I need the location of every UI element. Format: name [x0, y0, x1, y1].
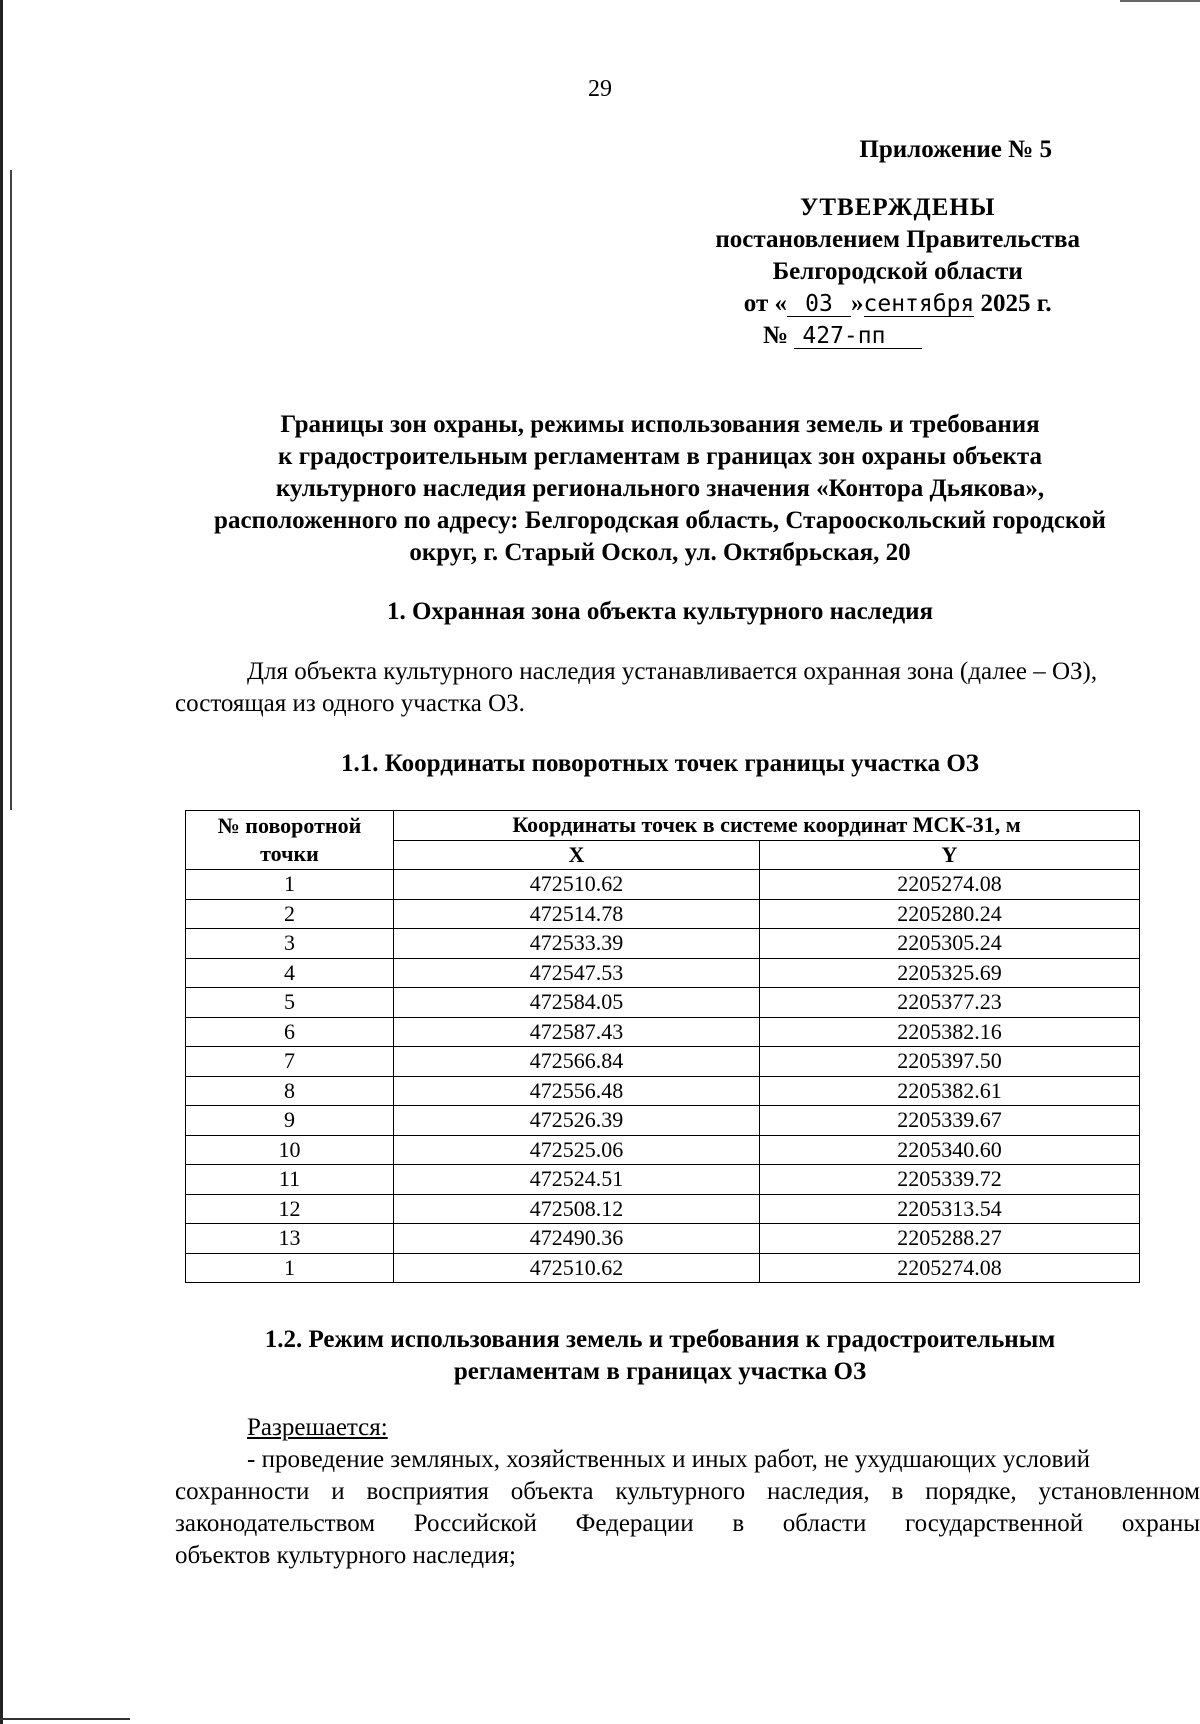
y-cell: 2205274.08: [760, 870, 1140, 900]
x-cell: 472533.39: [394, 929, 760, 959]
approval-title: УТВЕРЖДЕНЫ: [800, 194, 996, 221]
point-number-cell: 13: [186, 1224, 394, 1254]
number-value: 427-пп: [794, 324, 922, 349]
y-cell: 2205339.72: [760, 1165, 1140, 1195]
point-number-cell: 4: [186, 958, 394, 988]
point-number-cell: 7: [186, 1047, 394, 1077]
point-number-cell: 2: [186, 899, 394, 929]
y-cell: 2205325.69: [760, 958, 1140, 988]
title-line: культурного наследия регионального значения «Контора Дьякова»,: [275, 475, 1045, 502]
title-line: округ, г. Старый Оскол, ул. Октябрьская, 20: [409, 539, 911, 566]
date-year: 2025 г.: [980, 290, 1052, 317]
point-number-cell: 1: [186, 870, 394, 900]
x-cell: 472510.62: [394, 870, 760, 900]
x-cell: 472566.84: [394, 1047, 760, 1077]
table-row: [186, 958, 1140, 988]
table-row: [186, 870, 1140, 900]
item1-line4: объектов культурного наследия;: [175, 1542, 516, 1569]
x-cell: 472510.62: [394, 1253, 760, 1283]
y-cell: 2205340.60: [760, 1135, 1140, 1165]
y-cell: 2205313.54: [760, 1194, 1140, 1224]
scan-bottom-mark: [0, 1718, 130, 1720]
y-cell: 2205377.23: [760, 988, 1140, 1018]
title-line: Границы зон охраны, режимы использования земель и требования: [280, 411, 1040, 438]
x-cell: 472584.05: [394, 988, 760, 1018]
approval-line1: постановлением Правительства: [715, 226, 1080, 253]
section1-heading: 1. Охранная зона объекта культурного наследия: [386, 598, 934, 625]
title-line: к градостроительным регламентам в границах зон охраны объекта: [278, 443, 1042, 470]
table-row: [186, 1076, 1140, 1106]
date-mid: »: [851, 290, 864, 317]
table-header-point-number: № поворотной точки: [186, 811, 394, 870]
allowed-label: Разрешается:: [247, 1414, 388, 1441]
table-row: [186, 1224, 1140, 1254]
date-day: 03: [787, 292, 851, 317]
y-cell: 2205397.50: [760, 1047, 1140, 1077]
item1-line3: законодательством Российской Федерации в области государственной охраны: [175, 1510, 1200, 1537]
table-row: [186, 899, 1140, 929]
item1-line2: сохранности и восприятия объекта культурного наследия, в порядке, установленном: [175, 1478, 1200, 1505]
approval-number: [715, 320, 970, 352]
approval-block: [715, 192, 1080, 352]
x-cell: 472525.06: [394, 1135, 760, 1165]
x-cell: 472508.12: [394, 1194, 760, 1224]
x-cell: 472526.39: [394, 1106, 760, 1136]
x-cell: 472547.53: [394, 958, 760, 988]
subsection1-2-heading: [175, 1324, 1145, 1388]
point-number-cell: 8: [186, 1076, 394, 1106]
x-cell: 472556.48: [394, 1076, 760, 1106]
item1-line1: - проведение земляных, хозяйственных и иных работ, не ухудшающих условий: [247, 1446, 1091, 1473]
date-month: сентября: [863, 291, 975, 317]
table-row: [186, 1017, 1140, 1047]
subsection1-1-heading: 1.1. Координаты поворотных точек границы участка ОЗ: [341, 750, 979, 777]
point-number-cell: 9: [186, 1106, 394, 1136]
point-number-cell: 1: [186, 1253, 394, 1283]
table-row: [186, 929, 1140, 959]
point-number-cell: 11: [186, 1165, 394, 1195]
page-number: 29: [588, 76, 612, 102]
table-row: [186, 988, 1140, 1018]
scan-left-mark: [10, 170, 12, 810]
point-number-cell: 10: [186, 1135, 394, 1165]
table-row: [186, 1194, 1140, 1224]
table-row: [186, 1135, 1140, 1165]
y-cell: 2205280.24: [760, 899, 1140, 929]
y-cell: 2205305.24: [760, 929, 1140, 959]
date-prefix: от «: [743, 290, 787, 317]
section1-paragraph-line2: состоящая из одного участка ОЗ.: [175, 690, 525, 717]
scan-left-edge: [0, 0, 3, 1724]
table-row: [186, 1253, 1140, 1283]
document-title: [175, 409, 1145, 569]
heading-line: 1.2. Режим использования земель и требования к градостроительным: [264, 1326, 1056, 1353]
number-prefix: №: [763, 322, 789, 349]
approval-line2: Белгородской области: [772, 258, 1023, 285]
approval-date: [715, 288, 1080, 320]
point-number-cell: 3: [186, 929, 394, 959]
table-row: [186, 1047, 1140, 1077]
table-header-coordinates: Координаты точек в системе координат МСК-31, м: [394, 811, 1140, 841]
y-cell: 2205382.16: [760, 1017, 1140, 1047]
y-cell: 2205339.67: [760, 1106, 1140, 1136]
y-cell: 2205274.08: [760, 1253, 1140, 1283]
table-row: [186, 1165, 1140, 1195]
x-cell: 472514.78: [394, 899, 760, 929]
coordinates-table: [185, 810, 1140, 1283]
scan-top-mark: [1120, 0, 1200, 2]
point-number-cell: 6: [186, 1017, 394, 1047]
x-cell: 472587.43: [394, 1017, 760, 1047]
table-header-x: X: [394, 840, 760, 870]
point-number-cell: 5: [186, 988, 394, 1018]
table-row: [186, 1106, 1140, 1136]
y-cell: 2205382.61: [760, 1076, 1140, 1106]
y-cell: 2205288.27: [760, 1224, 1140, 1254]
title-line: расположенного по адресу: Белгородская область, Старооскольский городской: [214, 507, 1106, 534]
heading-line: регламентам в границах участка ОЗ: [453, 1358, 867, 1385]
section1-paragraph-line1: Для объекта культурного наследия устанавливается охранная зона (далее – ОЗ),: [247, 658, 1098, 685]
x-cell: 472524.51: [394, 1165, 760, 1195]
appendix-label: Приложение № 5: [859, 136, 1052, 163]
x-cell: 472490.36: [394, 1224, 760, 1254]
point-number-cell: 12: [186, 1194, 394, 1224]
table-header-y: Y: [760, 840, 1140, 870]
